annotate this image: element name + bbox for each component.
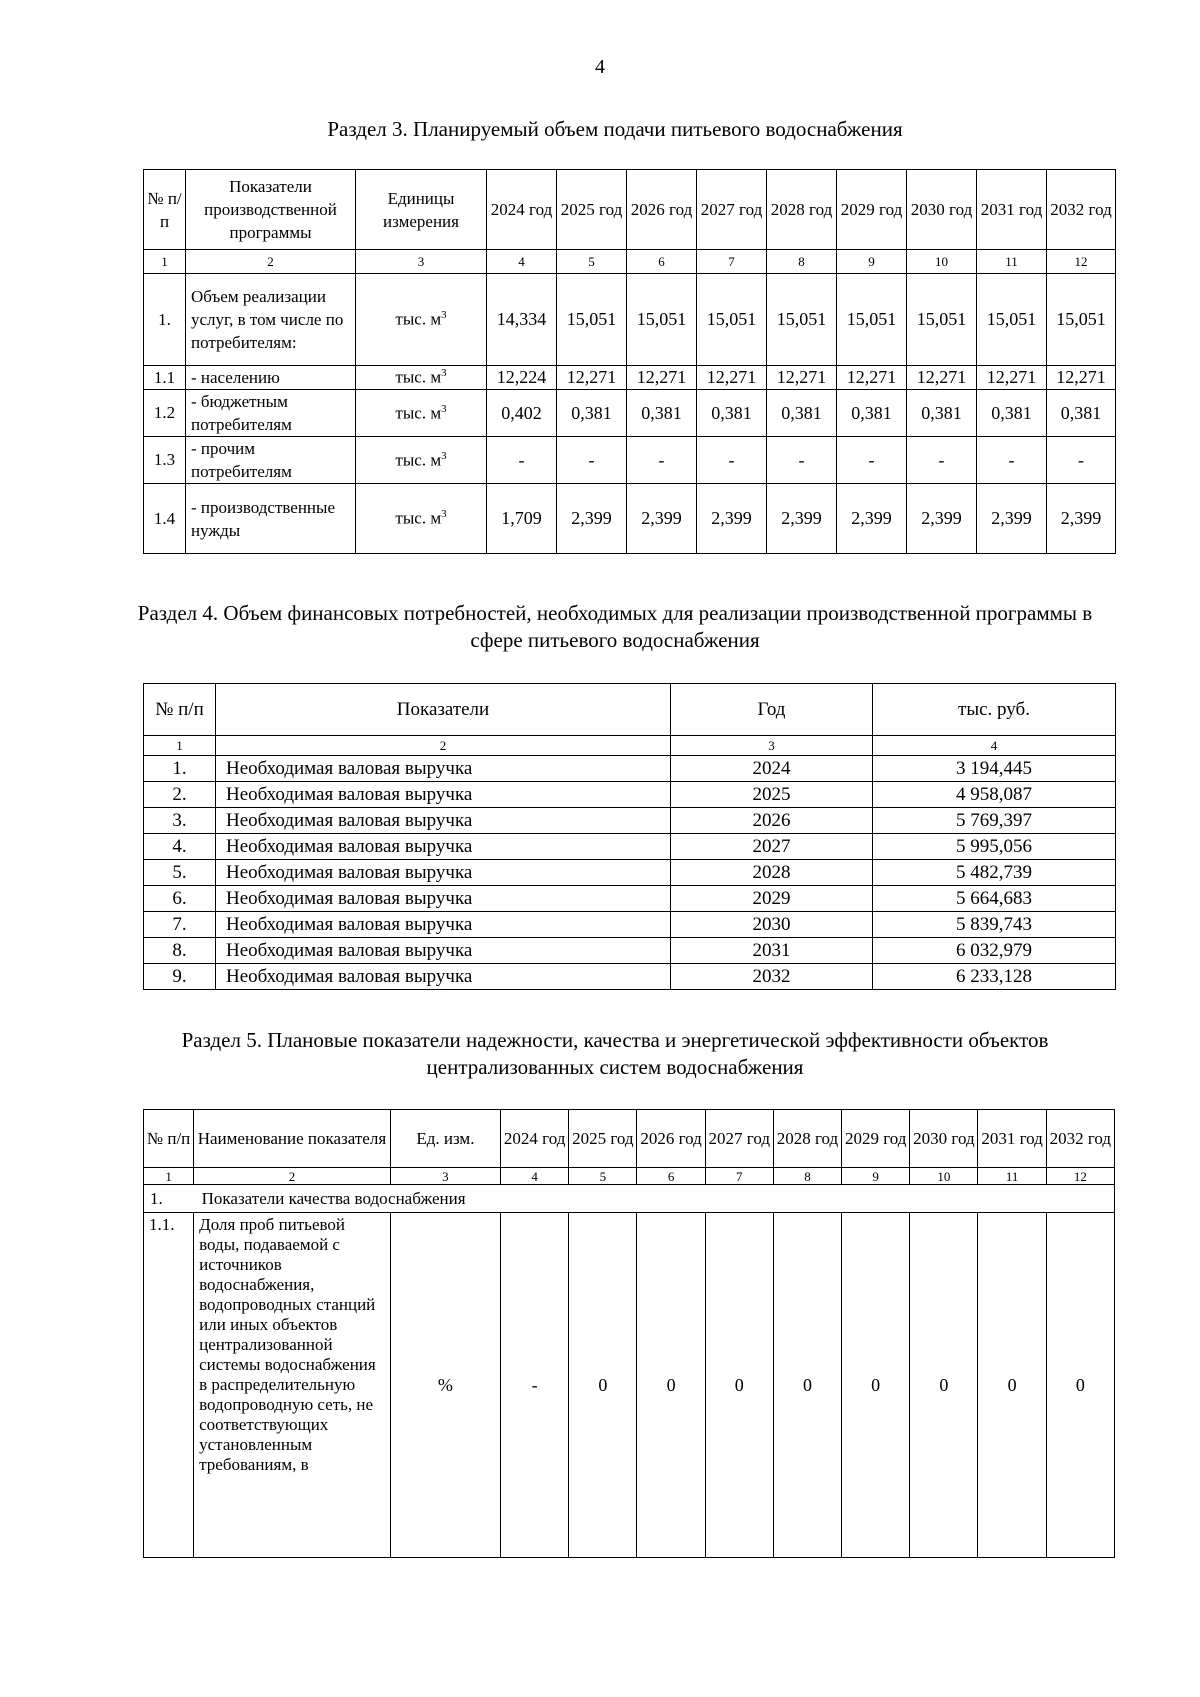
value-cell: 0 [705,1213,773,1558]
column-header: Единицы измерения [356,170,487,250]
row-number: 2. [144,782,216,808]
year-cell: 2030 [671,912,873,938]
value-cell: - [501,1213,569,1558]
year-cell: 2026 [671,808,873,834]
column-header: 2029 год [842,1110,910,1168]
column-header: 2024 год [487,170,557,250]
column-number: 10 [910,1168,978,1185]
column-number: 9 [837,250,907,274]
value-cell: 15,051 [1047,274,1116,366]
value-cell: 2,399 [697,484,767,554]
value-cell: - [1047,437,1116,484]
table-header-row [144,1110,1115,1168]
row-number: 8. [144,938,216,964]
row-number: 7. [144,912,216,938]
column-number: 4 [501,1168,569,1185]
row-number: 1.1 [144,366,186,390]
value-cell: 2,399 [1047,484,1116,554]
section-5-table [143,1109,1115,1558]
column-number: 3 [671,736,873,756]
value-cell: 15,051 [907,274,977,366]
unit-cell: % [390,1213,500,1558]
value-cell: 0 [910,1213,978,1558]
column-number: 1 [144,736,216,756]
value-cell: 2,399 [767,484,837,554]
value-cell: - [977,437,1047,484]
value-cell: 0,381 [627,390,697,437]
value-cell: 2,399 [557,484,627,554]
value-cell: 12,271 [627,366,697,390]
value-cell: 12,271 [837,366,907,390]
column-header: 2032 год [1046,1110,1114,1168]
year-cell: 2024 [671,756,873,782]
year-cell: 2029 [671,886,873,912]
value-cell: 12,271 [767,366,837,390]
indicator-name: Необходимая валовая выручка [216,756,671,782]
value-cell: 0 [842,1213,910,1558]
value-cell: 0,381 [907,390,977,437]
column-number: 10 [907,250,977,274]
column-number-row [144,736,1116,756]
column-number: 2 [194,1168,391,1185]
table-row [144,437,1116,484]
value-cell: 0,381 [837,390,907,437]
column-header: 2026 год [637,1110,705,1168]
value-cell: 12,224 [487,366,557,390]
value-cell: 15,051 [557,274,627,366]
column-number-row [144,1168,1115,1185]
table-row [144,756,1116,782]
column-header: 2028 год [767,170,837,250]
value-cell: 5 769,397 [873,808,1116,834]
table-row [144,912,1116,938]
value-cell: 15,051 [837,274,907,366]
value-cell: - [837,437,907,484]
value-cell: 12,271 [557,366,627,390]
unit-base: тыс. м [395,309,442,329]
column-header: Наименование показателя [194,1110,391,1168]
table-row [144,834,1116,860]
year-cell: 2032 [671,964,873,990]
table-row [144,274,1116,366]
value-cell: 2,399 [977,484,1047,554]
unit-base: тыс. м [395,403,442,423]
column-number: 1 [144,250,186,274]
indicator-name: - производственные нужды [186,484,356,554]
column-header: 2029 год [837,170,907,250]
row-number: 1.3 [144,437,186,484]
value-cell: 5 839,743 [873,912,1116,938]
indicator-name: Необходимая валовая выручка [216,860,671,886]
unit-sup: 3 [441,309,447,322]
indicator-name: - бюджетным потребителям [186,390,356,437]
value-cell: 0,381 [767,390,837,437]
value-cell: 2,399 [907,484,977,554]
year-cell: 2028 [671,860,873,886]
value-cell: 0,381 [697,390,767,437]
column-number: 11 [977,250,1047,274]
row-number: 5. [144,860,216,886]
year-cell: 2025 [671,782,873,808]
row-number: 1.1. [144,1213,194,1558]
column-header: 2032 год [1047,170,1116,250]
value-cell: - [697,437,767,484]
column-number: 6 [637,1168,705,1185]
unit-cell [356,390,487,437]
column-number: 8 [767,250,837,274]
unit-base: тыс. м [395,450,442,470]
value-cell: - [767,437,837,484]
indicator-name: - прочим потребителям [186,437,356,484]
value-cell: 12,271 [1047,366,1116,390]
value-cell: 2,399 [627,484,697,554]
column-header: № п/п [144,1110,194,1168]
table-row [144,938,1116,964]
column-header: 2027 год [697,170,767,250]
column-number: 4 [873,736,1116,756]
value-cell: - [627,437,697,484]
column-number: 11 [978,1168,1046,1185]
value-cell: - [487,437,557,484]
column-number: 7 [697,250,767,274]
indicator-name: Объем реализации услуг, в том числе по потребителям: [186,274,356,366]
column-number: 8 [773,1168,841,1185]
section-3-table [143,169,1116,554]
value-cell: 2,399 [837,484,907,554]
column-header: 2027 год [705,1110,773,1168]
value-cell: 5 664,683 [873,886,1116,912]
row-number: 1.2 [144,390,186,437]
unit-cell [356,437,487,484]
year-cell: 2031 [671,938,873,964]
value-cell: - [557,437,627,484]
column-header: 2024 год [501,1110,569,1168]
group-row [144,1185,1115,1213]
table-row [144,366,1116,390]
section-4-title: Раздел 4. Объем финансовых потребностей, необходимых для реализации производственной программы в сфере питьевого водоснабжения [137,601,1093,652]
column-number: 5 [569,1168,637,1185]
column-header: 2025 год [569,1110,637,1168]
value-cell: 6 032,979 [873,938,1116,964]
column-header: № п/п [144,684,216,736]
column-number: 2 [186,250,356,274]
value-cell: 0,402 [487,390,557,437]
unit-sup: 3 [441,402,447,415]
column-header: 2026 год [627,170,697,250]
column-number: 9 [842,1168,910,1185]
column-number: 3 [356,250,487,274]
indicator-name: Доля проб питьевой воды, подаваемой с источников водоснабжения, водопроводных станций или иных объектов централизованной системы водоснабжения в распределительную водопроводную сеть, не соответствующих установленным требованиям, в [194,1213,391,1558]
unit-base: тыс. м [395,508,442,528]
column-header: Показатели [216,684,671,736]
section-3-title: Раздел 3. Планируемый объем подачи питьевого водоснабжения [327,117,903,141]
value-cell: 15,051 [627,274,697,366]
column-number: 3 [390,1168,500,1185]
value-cell: 0,381 [977,390,1047,437]
table-row [144,782,1116,808]
section-5-title: Раздел 5. Плановые показатели надежности, качества и энергетической эффективности объектов централизованных систем водоснабжения [181,1028,1049,1079]
unit-sup: 3 [441,449,447,462]
column-number: 2 [216,736,671,756]
column-header: Показатели производственной программы [186,170,356,250]
column-header: Год [671,684,873,736]
table-row [144,808,1116,834]
table-row [144,484,1116,554]
unit-cell [356,366,487,390]
value-cell: 6 233,128 [873,964,1116,990]
value-cell: 12,271 [907,366,977,390]
value-cell: 0 [978,1213,1046,1558]
indicator-name: - населению [186,366,356,390]
row-number: 9. [144,964,216,990]
table-row [144,964,1116,990]
value-cell: 5 482,739 [873,860,1116,886]
table-header-row [144,170,1116,250]
value-cell: 12,271 [977,366,1047,390]
group-number: 1. [144,1185,194,1213]
column-header: 2031 год [978,1110,1046,1168]
column-number: 5 [557,250,627,274]
column-header: 2025 год [557,170,627,250]
row-number: 4. [144,834,216,860]
value-cell: 12,271 [697,366,767,390]
column-header: Ед. изм. [390,1110,500,1168]
row-number: 1.4 [144,484,186,554]
column-header: тыс. руб. [873,684,1116,736]
indicator-name: Необходимая валовая выручка [216,808,671,834]
value-cell: 15,051 [977,274,1047,366]
column-number: 7 [705,1168,773,1185]
value-cell: 0,381 [1047,390,1116,437]
row-number: 3. [144,808,216,834]
unit-sup: 3 [441,508,447,521]
indicator-name: Необходимая валовая выручка [216,964,671,990]
value-cell: 1,709 [487,484,557,554]
value-cell: 0 [637,1213,705,1558]
section-4-table [143,683,1116,990]
unit-sup: 3 [441,367,447,380]
indicator-name: Необходимая валовая выручка [216,912,671,938]
value-cell: 0 [773,1213,841,1558]
value-cell: 0 [569,1213,637,1558]
unit-base: тыс. м [395,367,442,387]
value-cell: 14,334 [487,274,557,366]
column-number: 1 [144,1168,194,1185]
row-number: 6. [144,886,216,912]
table-row [144,1213,1115,1558]
table-row [144,860,1116,886]
value-cell: 0,381 [557,390,627,437]
indicator-name: Необходимая валовая выручка [216,886,671,912]
unit-cell [356,274,487,366]
value-cell: - [907,437,977,484]
year-cell: 2027 [671,834,873,860]
value-cell: 4 958,087 [873,782,1116,808]
column-number: 12 [1047,250,1116,274]
column-number-row [144,250,1116,274]
unit-cell [356,484,487,554]
value-cell: 5 995,056 [873,834,1116,860]
column-header: 2028 год [773,1110,841,1168]
column-number: 6 [627,250,697,274]
group-name: Показатели качества водоснабжения [194,1185,1115,1213]
column-header: 2030 год [907,170,977,250]
table-header-row [144,684,1116,736]
value-cell: 15,051 [767,274,837,366]
table-row [144,390,1116,437]
indicator-name: Необходимая валовая выручка [216,782,671,808]
column-header: 2030 год [910,1110,978,1168]
column-header: 2031 год [977,170,1047,250]
indicator-name: Необходимая валовая выручка [216,938,671,964]
row-number: 1. [144,756,216,782]
table-row [144,886,1116,912]
column-number: 4 [487,250,557,274]
column-header: № п/п [144,170,186,250]
value-cell: 0 [1046,1213,1114,1558]
row-number: 1. [144,274,186,366]
column-number: 12 [1046,1168,1114,1185]
page-number: 4 [595,56,605,78]
value-cell: 3 194,445 [873,756,1116,782]
indicator-name: Необходимая валовая выручка [216,834,671,860]
value-cell: 15,051 [697,274,767,366]
